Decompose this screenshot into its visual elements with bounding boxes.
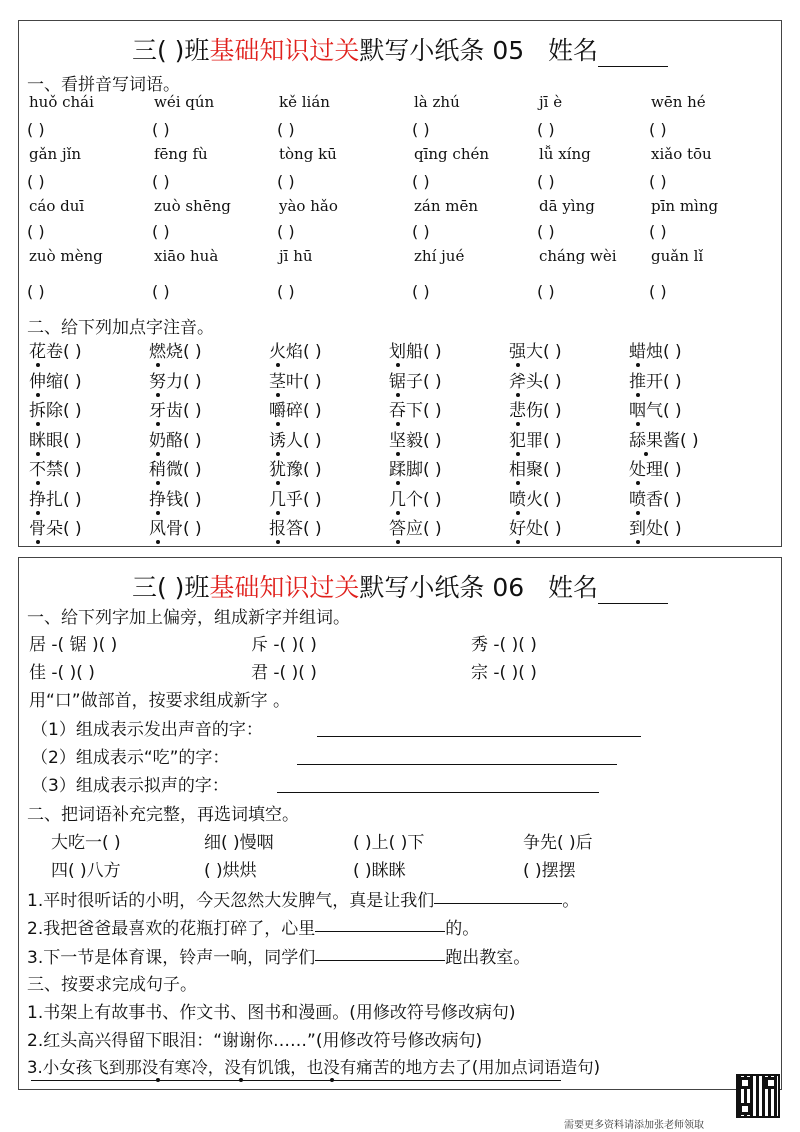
answer-blank[interactable]: ( ) <box>423 371 442 392</box>
annotate-word: 锯子( ) <box>389 371 442 392</box>
annotate-word: 嚼碎( ) <box>269 401 322 421</box>
annotate-word: 舔果酱( ) <box>629 430 699 451</box>
annotate-word: 喷香( ) <box>629 489 682 510</box>
answer-line[interactable] <box>31 1080 561 1081</box>
annotate-word: 几乎( ) <box>269 489 322 510</box>
annotate-word: 努力( ) <box>149 371 202 392</box>
annotate-word: 划船( ) <box>389 342 442 362</box>
annotate-word: 喷火( ) <box>509 489 562 510</box>
answer-blank[interactable]: ( ) <box>183 460 202 480</box>
answer-blank[interactable]: ( ) <box>63 371 82 392</box>
kou-item: （2）组成表示“吃”的字： <box>31 748 230 768</box>
annotate-word: 稍微( ) <box>149 460 202 480</box>
pinyin-prompt: zhí jué <box>414 247 465 265</box>
pinyin-prompt: yào hǎo <box>279 197 338 215</box>
annotate-word: 好处( ) <box>509 519 562 539</box>
answer-blank[interactable]: ( ) <box>27 282 45 301</box>
annotate-word: 报答( ) <box>269 519 322 539</box>
answer-blank[interactable]: ( ) <box>63 519 82 539</box>
answer-blank[interactable]: ( ) <box>649 172 667 191</box>
idiom-item[interactable]: ( )眯眯 <box>353 861 406 881</box>
answer-blank[interactable]: ( ) <box>543 371 562 392</box>
worksheet-title: 三( )班基础知识过关默写小纸条 05 姓名 <box>19 31 781 67</box>
answer-blank[interactable]: ( ) <box>63 401 82 421</box>
answer-blank[interactable]: ( ) <box>303 430 322 451</box>
answer-blank[interactable]: ( ) <box>152 120 170 139</box>
qr-code-icon <box>736 1074 780 1118</box>
idiom-item[interactable]: ( )上( )下 <box>353 833 425 853</box>
pinyin-prompt: zán mēn <box>414 197 479 215</box>
answer-blank[interactable]: ( ) <box>663 489 682 510</box>
answer-blank[interactable]: ( ) <box>63 342 82 362</box>
annotate-word: 不禁( ) <box>29 460 82 480</box>
pinyin-prompt: wēn hé <box>651 93 706 111</box>
answer-blank[interactable]: ( ) <box>183 371 202 392</box>
annotate-word: 牙齿( ) <box>149 401 202 421</box>
radical-item[interactable]: 宗 -( )( ) <box>471 663 537 683</box>
answer-blank[interactable]: ( ) <box>183 430 202 451</box>
pinyin-prompt: lǚ xíng <box>539 145 591 163</box>
answer-blank[interactable]: ( ) <box>649 120 667 139</box>
pinyin-prompt: xiāo huà <box>154 247 219 265</box>
pinyin-prompt: cháng wèi <box>539 247 617 265</box>
answer-blank[interactable]: ( ) <box>277 120 295 139</box>
answer-blank[interactable]: ( ) <box>543 401 562 421</box>
annotate-word: 蹂脚( ) <box>389 460 442 480</box>
answer-blank[interactable]: ( ) <box>423 519 442 539</box>
annotate-word: 茎叶( ) <box>269 371 322 392</box>
pinyin-prompt: dā yìng <box>539 197 595 215</box>
answer-blank[interactable]: ( ) <box>423 430 442 451</box>
answer-blank[interactable]: ( ) <box>423 489 442 510</box>
annotate-word: 诱人( ) <box>269 430 322 451</box>
answer-blank[interactable]: ( ) <box>183 519 202 539</box>
answer-blank[interactable]: ( ) <box>663 460 682 480</box>
answer-blank[interactable]: ( ) <box>649 282 667 301</box>
idiom-item[interactable]: ( )烘烘 <box>204 861 257 881</box>
annotate-word: 眯眼( ) <box>29 430 82 451</box>
answer-line[interactable] <box>315 931 445 932</box>
answer-blank[interactable]: ( ) <box>27 120 45 139</box>
footer-note: 需要更多资料请添加张老师领取 <box>564 1120 704 1131</box>
pinyin-prompt: huǒ chái <box>29 93 94 111</box>
annotate-word: 花卷( ) <box>29 342 82 362</box>
worksheet-title: 三( )班基础知识过关默写小纸条 06 姓名 <box>19 568 781 604</box>
annotate-word: 挣钱( ) <box>149 489 202 510</box>
annotate-word: 几个( ) <box>389 489 442 510</box>
answer-blank[interactable]: ( ) <box>152 282 170 301</box>
annotate-word: 悲伤( ) <box>509 401 562 421</box>
annotate-word: 斧头( ) <box>509 371 562 392</box>
annotate-word: 到处( ) <box>629 519 682 539</box>
answer-blank[interactable]: ( ) <box>303 342 322 362</box>
pinyin-prompt: fēng fù <box>154 145 208 163</box>
answer-blank[interactable]: ( ) <box>537 222 555 241</box>
pinyin-prompt: cáo duī <box>29 197 85 215</box>
idiom-item[interactable]: 争先( )后 <box>523 833 593 853</box>
answer-blank[interactable]: ( ) <box>423 401 442 421</box>
sentence-task: 3.小女孩飞到那没有寒冷，没有饥饿，也没有痛苦的地方去了(用加点词语造句) <box>27 1058 601 1077</box>
answer-blank[interactable]: ( ) <box>277 282 295 301</box>
answer-blank[interactable]: ( ) <box>543 489 562 510</box>
pinyin-prompt: gǎn jǐn <box>29 145 82 163</box>
pinyin-prompt: guǎn lǐ <box>651 247 704 265</box>
section-heading: 三、按要求完成句子。 <box>27 975 197 995</box>
answer-blank[interactable]: ( ) <box>423 460 442 480</box>
pinyin-prompt: là zhú <box>414 93 460 111</box>
annotate-word: 咽气( ) <box>629 401 682 421</box>
radical-item[interactable]: 居 -( 锯 )( ) <box>29 635 118 655</box>
answer-blank[interactable]: ( ) <box>303 460 322 480</box>
answer-blank[interactable]: ( ) <box>152 222 170 241</box>
pinyin-prompt: jī hū <box>279 247 313 265</box>
annotate-word: 坚毅( ) <box>389 430 442 451</box>
idiom-item[interactable]: ( )摆摆 <box>523 861 576 881</box>
answer-line[interactable] <box>434 903 562 904</box>
annotate-word: 火焰( ) <box>269 342 322 362</box>
idiom-item[interactable]: 大吃一( ) <box>51 833 121 853</box>
answer-blank[interactable]: ( ) <box>543 430 562 451</box>
idiom-item[interactable]: 四( )八方 <box>51 861 121 881</box>
annotate-word: 挣扎( ) <box>29 489 82 510</box>
annotate-word: 吞下( ) <box>389 401 442 421</box>
radical-item[interactable]: 君 -( )( ) <box>251 663 317 683</box>
fill-sentence: 2.我把爸爸最喜欢的花瓶打碎了，心里 的。 <box>27 919 480 939</box>
answer-blank[interactable]: ( ) <box>537 282 555 301</box>
answer-blank[interactable]: ( ) <box>303 401 322 421</box>
answer-blank[interactable]: ( ) <box>663 342 682 362</box>
annotate-word: 犯罪( ) <box>509 430 562 451</box>
answer-blank[interactable]: ( ) <box>152 172 170 191</box>
answer-blank[interactable]: ( ) <box>63 460 82 480</box>
kou-instruction: 用“口”做部首，按要求组成新字 。 <box>29 691 291 711</box>
answer-blank[interactable]: ( ) <box>277 172 295 191</box>
annotate-word: 处理( ) <box>629 460 682 480</box>
kou-item: （1）组成表示发出声音的字： <box>31 720 263 740</box>
answer-blank[interactable]: ( ) <box>63 489 82 510</box>
pinyin-prompt: qīng chén <box>414 145 490 163</box>
annotate-word: 拆除( ) <box>29 401 82 421</box>
sentence-task: 2.红头高兴得留下眼泪：“谢谢你……”(用修改符号修改病句) <box>27 1031 483 1051</box>
annotate-word: 犹豫( ) <box>269 460 322 480</box>
answer-blank[interactable]: ( ) <box>649 222 667 241</box>
answer-blank[interactable]: ( ) <box>303 519 322 539</box>
answer-blank[interactable]: ( ) <box>277 222 295 241</box>
fill-sentence: 3.下一节是体育课，铃声一响，同学们 跑出教室。 <box>27 948 531 968</box>
answer-line[interactable] <box>297 764 617 765</box>
pinyin-prompt: kě lián <box>279 93 330 111</box>
answer-line[interactable] <box>317 736 641 737</box>
annotate-word: 推开( ) <box>629 371 682 392</box>
answer-blank[interactable]: ( ) <box>543 460 562 480</box>
answer-blank[interactable]: ( ) <box>412 120 430 139</box>
answer-blank[interactable]: ( ) <box>423 342 442 362</box>
annotate-word: 骨朵( ) <box>29 519 82 539</box>
answer-blank[interactable]: ( ) <box>537 172 555 191</box>
fill-sentence: 1.平时很听话的小明，今天忽然大发脾气，真是让我们 。 <box>27 891 580 911</box>
radical-item[interactable]: 佳 -( )( ) <box>29 663 95 683</box>
annotate-word: 奶酪( ) <box>149 430 202 451</box>
annotate-word: 伸缩( ) <box>29 371 82 392</box>
pinyin-prompt: xiǎo tōu <box>651 145 712 163</box>
answer-blank[interactable]: ( ) <box>303 489 322 510</box>
answer-blank[interactable]: ( ) <box>663 371 682 392</box>
pinyin-prompt: zuò mèng <box>29 247 103 265</box>
pinyin-prompt: zuò shēng <box>154 197 231 215</box>
answer-line[interactable] <box>315 960 445 961</box>
answer-blank[interactable]: ( ) <box>663 519 682 539</box>
answer-blank[interactable]: ( ) <box>537 120 555 139</box>
answer-blank[interactable]: ( ) <box>63 430 82 451</box>
annotate-word: 强大( ) <box>509 342 562 362</box>
answer-blank[interactable]: ( ) <box>183 342 202 362</box>
annotate-word: 蜡烛( ) <box>629 342 682 362</box>
answer-blank[interactable]: ( ) <box>412 172 430 191</box>
name-blank[interactable] <box>598 44 668 67</box>
answer-line[interactable] <box>277 792 599 793</box>
pinyin-prompt: tòng kū <box>279 145 337 163</box>
answer-blank[interactable]: ( ) <box>183 489 202 510</box>
annotate-word: 答应( ) <box>389 519 442 539</box>
radical-item[interactable]: 秀 -( )( ) <box>471 635 537 655</box>
annotate-word: 燃烧( ) <box>149 342 202 362</box>
pinyin-prompt: pīn mìng <box>651 197 719 215</box>
section-heading: 一、给下列字加上偏旁，组成新字并组词。 <box>27 608 350 628</box>
annotate-word: 风骨( ) <box>149 519 202 539</box>
answer-blank[interactable]: ( ) <box>680 430 699 451</box>
sentence-task: 1.书架上有故事书、作文书、图书和漫画。(用修改符号修改病句) <box>27 1003 516 1023</box>
answer-blank[interactable]: ( ) <box>183 401 202 421</box>
answer-blank[interactable]: ( ) <box>27 172 45 191</box>
worksheet-06 <box>18 557 782 1090</box>
kou-item: （3）组成表示拟声的字： <box>31 776 229 796</box>
section-heading: 二、给下列加点字注音。 <box>27 318 214 338</box>
annotate-word: 相聚( ) <box>509 460 562 480</box>
name-blank[interactable] <box>598 581 668 604</box>
answer-blank[interactable]: ( ) <box>412 222 430 241</box>
answer-blank[interactable]: ( ) <box>663 401 682 421</box>
radical-item[interactable]: 斥 -( )( ) <box>251 635 317 655</box>
answer-blank[interactable]: ( ) <box>303 371 322 392</box>
worksheet-05 <box>18 20 782 547</box>
answer-blank[interactable]: ( ) <box>543 342 562 362</box>
answer-blank[interactable]: ( ) <box>412 282 430 301</box>
pinyin-prompt: wéi qún <box>154 93 215 111</box>
section-heading: 二、把词语补充完整，再选词填空。 <box>27 805 299 825</box>
pinyin-prompt: jī è <box>539 93 563 111</box>
answer-blank[interactable]: ( ) <box>543 519 562 539</box>
answer-blank[interactable]: ( ) <box>27 222 45 241</box>
idiom-item[interactable]: 细( )慢咽 <box>204 833 274 853</box>
section-heading: 一、看拼音写词语。 <box>27 75 180 95</box>
